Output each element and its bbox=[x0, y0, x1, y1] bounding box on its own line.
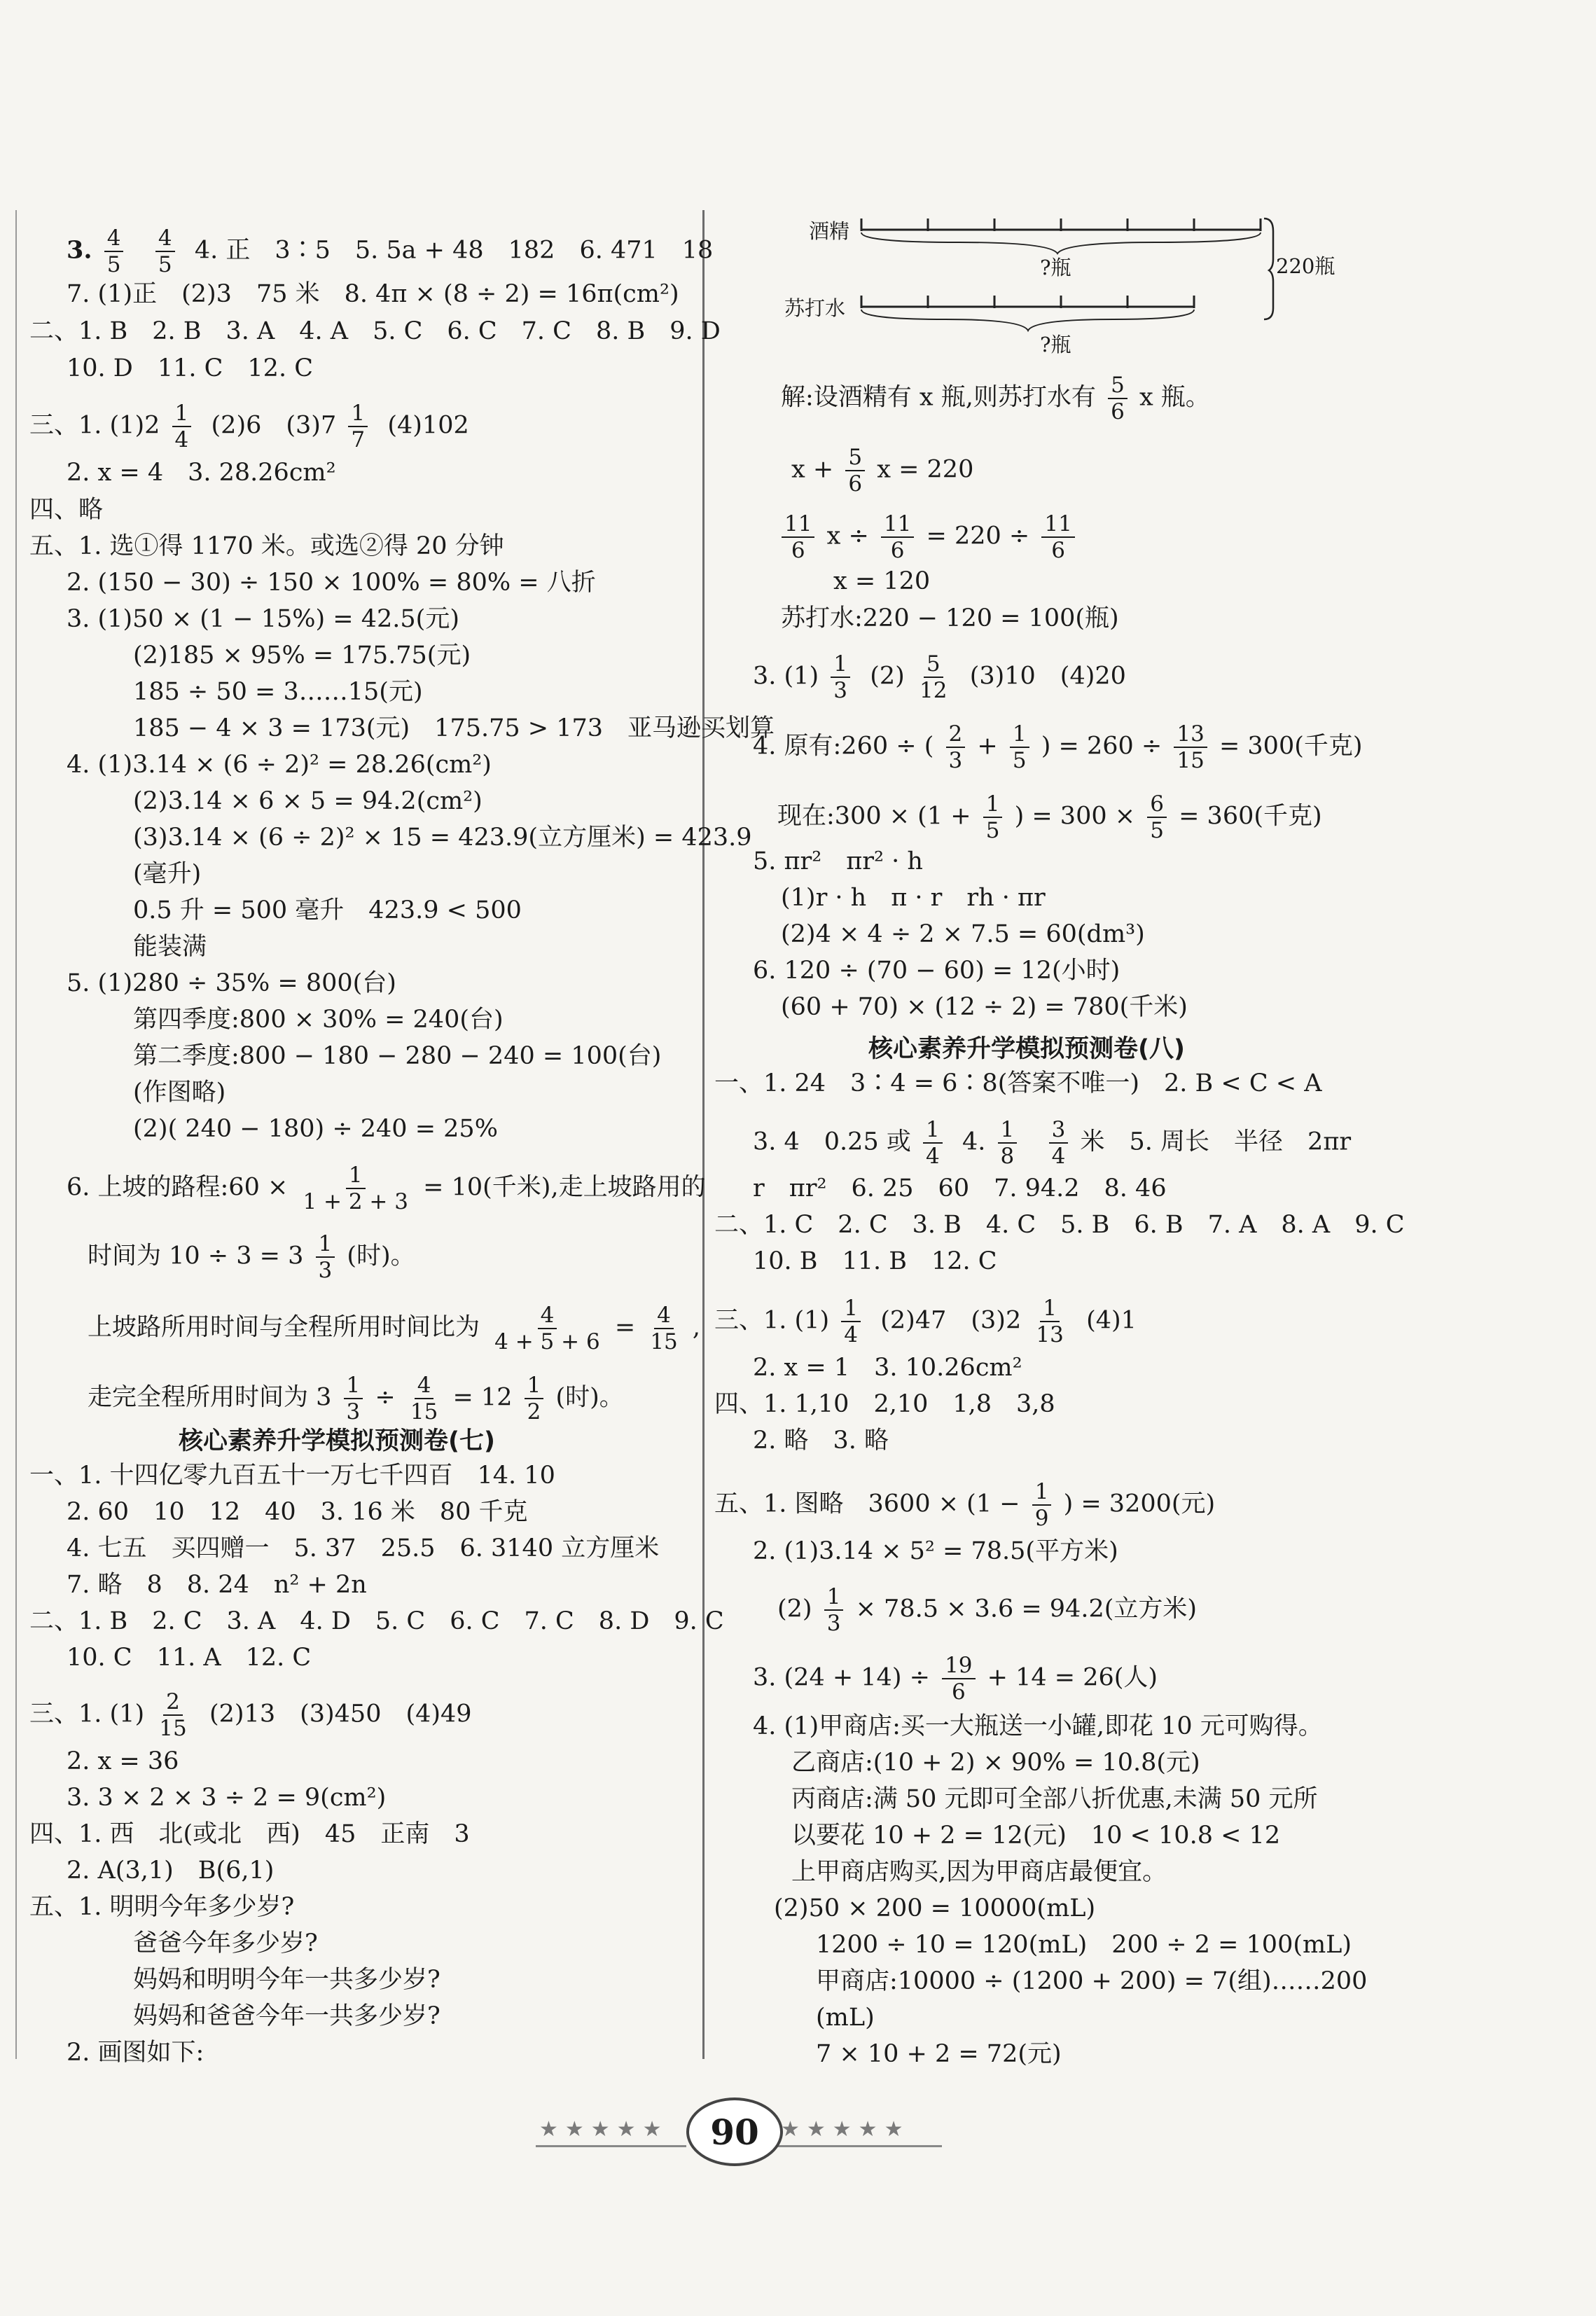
answer-line: 能装满 bbox=[133, 933, 207, 961]
footer-rule-left bbox=[536, 2145, 686, 2147]
answer-line: 爸爸今年多少岁? bbox=[133, 1929, 318, 1957]
answer-line: (mL) bbox=[816, 2004, 875, 2032]
answer-line: 现在:300 × (1 + $\frac{1}{5}$ ) = 300 × $\frac{6}{5}$ = 360(千克) bbox=[777, 791, 1322, 843]
answer-line: (2)( 240 − 180) ÷ 240 = 25% bbox=[133, 1115, 498, 1143]
page-number: 90 bbox=[686, 2097, 783, 2166]
answer-line: 3. (1)50 × (1 − 15%) = 42.5(元) bbox=[67, 605, 459, 633]
diagram-question-bottom: ?瓶 bbox=[1040, 333, 1071, 356]
answer-line: 3. 3 × 2 × 3 ÷ 2 = 9(cm²) bbox=[67, 1784, 387, 1812]
answer-line: 上甲商店购买,因为甲商店最便宜。 bbox=[791, 1858, 1167, 1886]
answer-line: 时间为 10 ÷ 3 = 3 $\frac{1}{3}$ (时)。 bbox=[88, 1231, 415, 1283]
section-title-7: 核心素养升学模拟预测卷(七) bbox=[179, 1427, 495, 1455]
answer-line: (2)4 × 4 ÷ 2 × 7.5 = 60(dm³) bbox=[781, 920, 1145, 948]
answer-line: 三、1. (1) $\frac{1}{4}$ (2)47 (3)2 $\frac{1}{13}$ (4)1 bbox=[714, 1296, 1137, 1347]
answer-line: 第二季度:800 − 180 − 280 − 240 = 100(台) bbox=[133, 1042, 662, 1070]
answer-line: 解:设酒精有 x 瓶,则苏打水有 $\frac{5}{6}$ x 瓶。 bbox=[781, 373, 1210, 424]
answer-line: 四、1. 西 北(或北 西) 45 正南 3 bbox=[29, 1820, 470, 1848]
answer-line: 10. B 11. B 12. C bbox=[753, 1247, 997, 1275]
answer-line: 三、1. (1)2 $\frac{1}{4}$ (2)6 (3)7 $\frac{1}{7}$ (4)102 bbox=[29, 401, 469, 452]
answer-line: 妈妈和明明今年一共多少岁? bbox=[133, 1966, 440, 1994]
answer-line: 三、1. (1) $\frac{2}{15}$ (2)13 (3)450 (4)49 bbox=[29, 1689, 472, 1741]
answer-line: (2)50 × 200 = 10000(mL) bbox=[774, 1894, 1096, 1922]
star-icon-row-left: ★★★★★ bbox=[539, 2117, 669, 2142]
answer-line: 7. 略 8 8. 24 n² + 2n bbox=[67, 1571, 367, 1599]
answer-line: 0.5 升 = 500 毫升 423.9 < 500 bbox=[133, 896, 522, 924]
answer-line: 上坡路所用时间与全程所用时间比为 $\frac{4}{4 + 5 + 6}$ = $\frac{4}{15}$ , bbox=[88, 1303, 701, 1354]
answer-line: 五、1. 选①得 1170 米。或选②得 20 分钟 bbox=[29, 532, 504, 560]
answer-line: r πr² 6. 25 60 7. 94.2 8. 46 bbox=[753, 1174, 1167, 1202]
answer-line: 妈妈和爸爸今年一共多少岁? bbox=[133, 2002, 440, 2030]
diagram-label-alcohol: 酒精 bbox=[809, 219, 850, 243]
star-icon-row-right: ★★★★★ bbox=[781, 2117, 910, 2142]
diagram-question-top: ?瓶 bbox=[1040, 256, 1071, 279]
column-divider bbox=[702, 210, 705, 2059]
answer-line: 丙商店:满 50 元即可全部八折优惠,未满 50 元所 bbox=[791, 1785, 1318, 1813]
answer-line: 185 − 4 × 3 = 173(元) 175.75 > 173 亚马逊买划算 bbox=[133, 714, 775, 742]
answer-line: 以要花 10 + 2 = 12(元) 10 < 10.8 < 12 bbox=[791, 1822, 1281, 1850]
answer-line: 2. x = 4 3. 28.26cm² bbox=[67, 459, 336, 487]
answer-line: 2. 画图如下: bbox=[67, 2039, 204, 2067]
answer-line: 4. (1)甲商店:买一大瓶送一小罐,即花 10 元可购得。 bbox=[753, 1712, 1323, 1740]
answer-line: 7. (1)正 (2)3 75 米 8. 4π × (8 ÷ 2) = 16π(cm²) bbox=[67, 280, 679, 308]
answer-line: (60 + 70) × (12 ÷ 2) = 780(千米) bbox=[781, 993, 1188, 1021]
answer-line: 3. 4 0.25 或 $\frac{1}{4}$ 4. $\frac{1}{8}$ $\frac{3}{4}$ 米 5. 周长 半径 2πr bbox=[753, 1117, 1352, 1169]
answer-line: 2. x = 1 3. 10.26cm² bbox=[753, 1354, 1022, 1382]
answer-line: 四、略 bbox=[29, 496, 104, 524]
answer-line: 3. (24 + 14) ÷ $\frac{19}{6}$ + 14 = 26(人) bbox=[753, 1653, 1158, 1705]
answer-line: 一、1. 十四亿零九百五十一万七千四百 14. 10 bbox=[29, 1462, 555, 1490]
answer-line: 10. C 11. A 12. C bbox=[67, 1644, 312, 1672]
diagram-total: 220瓶 bbox=[1276, 254, 1335, 278]
footer-rule-right bbox=[777, 2145, 942, 2147]
diagram-label-soda: 苏打水 bbox=[784, 296, 846, 320]
answer-line: x = 120 bbox=[833, 567, 931, 595]
answer-line: x + $\frac{5}{6}$ x = 220 bbox=[791, 445, 974, 497]
answer-line: 2. 60 10 12 40 3. 16 米 80 千克 bbox=[67, 1498, 528, 1526]
answer-line: 2. (1)3.14 × 5² = 78.5(平方米) bbox=[753, 1537, 1118, 1565]
answer-line: 走完全程所用时间为 3 $\frac{1}{3}$ ÷ $\frac{4}{15}$ = 12 $\frac{1}{2}$ (时)。 bbox=[88, 1373, 624, 1424]
answer-line: 6. 120 ÷ (70 − 60) = 12(小时) bbox=[753, 957, 1120, 985]
answer-line: (作图略) bbox=[133, 1079, 226, 1107]
answer-line: 1200 ÷ 10 = 120(mL) 200 ÷ 2 = 100(mL) bbox=[816, 1931, 1352, 1959]
answer-line: 苏打水:220 − 120 = 100(瓶) bbox=[781, 604, 1119, 632]
answer-line: (2)3.14 × 6 × 5 = 94.2(cm²) bbox=[133, 787, 483, 815]
answer-line: 乙商店:(10 + 2) × 90% = 10.8(元) bbox=[791, 1749, 1200, 1777]
left-margin-rule bbox=[15, 210, 17, 2059]
diagram-lines bbox=[770, 203, 1275, 357]
answer-line: 五、1. 图略 3600 × (1 − $\frac{1}{9}$ ) = 3200(元) bbox=[714, 1479, 1216, 1531]
answer-line: 2. x = 36 bbox=[67, 1747, 179, 1775]
answer-line: 四、1. 1,10 2,10 1,8 3,8 bbox=[714, 1390, 1055, 1418]
answer-line: 4. (1)3.14 × (6 ÷ 2)² = 28.26(cm²) bbox=[67, 751, 492, 779]
answer-line: 185 ÷ 50 = 3……15(元) bbox=[133, 678, 423, 706]
answer-line: 五、1. 明明今年多少岁? bbox=[29, 1893, 295, 1921]
answer-line: 二、1. B 2. B 3. A 4. A 5. C 6. C 7. C 8. B 9. D bbox=[29, 317, 721, 345]
answer-line: 二、1. C 2. C 3. B 4. C 5. B 6. B 7. A 8. A 9. C bbox=[714, 1211, 1405, 1239]
answer-line: 7 × 10 + 2 = 72(元) bbox=[816, 2040, 1062, 2068]
answer-line: 3. $\frac{4}{5}$ $\frac{4}{5}$ 4. 正 3∶5 5. 5a + 48 182 6. 471 18 bbox=[67, 226, 714, 277]
answer-line: 一、1. 24 3∶4 = 6∶8(答案不唯一) 2. B < C < A bbox=[714, 1069, 1322, 1097]
answer-line: 2. A(3,1) B(6,1) bbox=[67, 1857, 275, 1885]
answer-line: 5. πr² πr² · h bbox=[753, 847, 923, 875]
answer-line: (2) $\frac{1}{3}$ × 78.5 × 3.6 = 94.2(立方米) bbox=[777, 1584, 1198, 1636]
answer-line: 10. D 11. C 12. C bbox=[67, 354, 313, 382]
answer-line: 2. 略 3. 略 bbox=[753, 1427, 889, 1455]
answer-line: 6. 上坡的路程:60 × $\frac{1}{1 + 2 + 3}$ = 10(千米),走上坡路用的 bbox=[67, 1163, 706, 1214]
answer-line: (3)3.14 × (6 ÷ 2)² × 15 = 423.9(立方厘米) = 423.9 bbox=[133, 824, 752, 852]
answer-line: 3. (1) $\frac{1}{3}$ (2) $\frac{5}{12}$ (3)10 (4)20 bbox=[753, 651, 1126, 703]
answer-line: (1)r · h π · r rh · πr bbox=[781, 884, 1046, 912]
answer-line: 5. (1)280 ÷ 35% = 800(台) bbox=[67, 969, 396, 997]
page-footer bbox=[490, 2097, 1120, 2161]
answer-line: 二、1. B 2. C 3. A 4. D 5. C 6. C 7. C 8. D 9. C bbox=[29, 1607, 724, 1635]
line-segment-diagram bbox=[770, 203, 1335, 357]
answer-line: 第四季度:800 × 30% = 240(台) bbox=[133, 1006, 504, 1034]
section-title-8: 核心素养升学模拟预测卷(八) bbox=[868, 1035, 1185, 1063]
answer-line: 4. 七五 买四赠一 5. 37 25.5 6. 3140 立方厘米 bbox=[67, 1534, 660, 1562]
answer-line: $\frac{11}{6}$ x ÷ $\frac{11}{6}$ = 220 ÷ $\frac{11}{6}$ bbox=[777, 511, 1079, 563]
answer-line: 4. 原有:260 ÷ ( $\frac{2}{3}$ + $\frac{1}{5}$ ) = 260 ÷ $\frac{13}{15}$ = 300(千克) bbox=[753, 721, 1363, 773]
answer-line: (毫升) bbox=[133, 860, 202, 888]
answer-line: (2)185 × 95% = 175.75(元) bbox=[133, 642, 471, 670]
answer-line: 甲商店:10000 ÷ (1200 + 200) = 7(组)……200 bbox=[816, 1967, 1368, 1995]
answer-line: 2. (150 − 30) ÷ 150 × 100% = 80% = 八折 bbox=[67, 569, 596, 597]
